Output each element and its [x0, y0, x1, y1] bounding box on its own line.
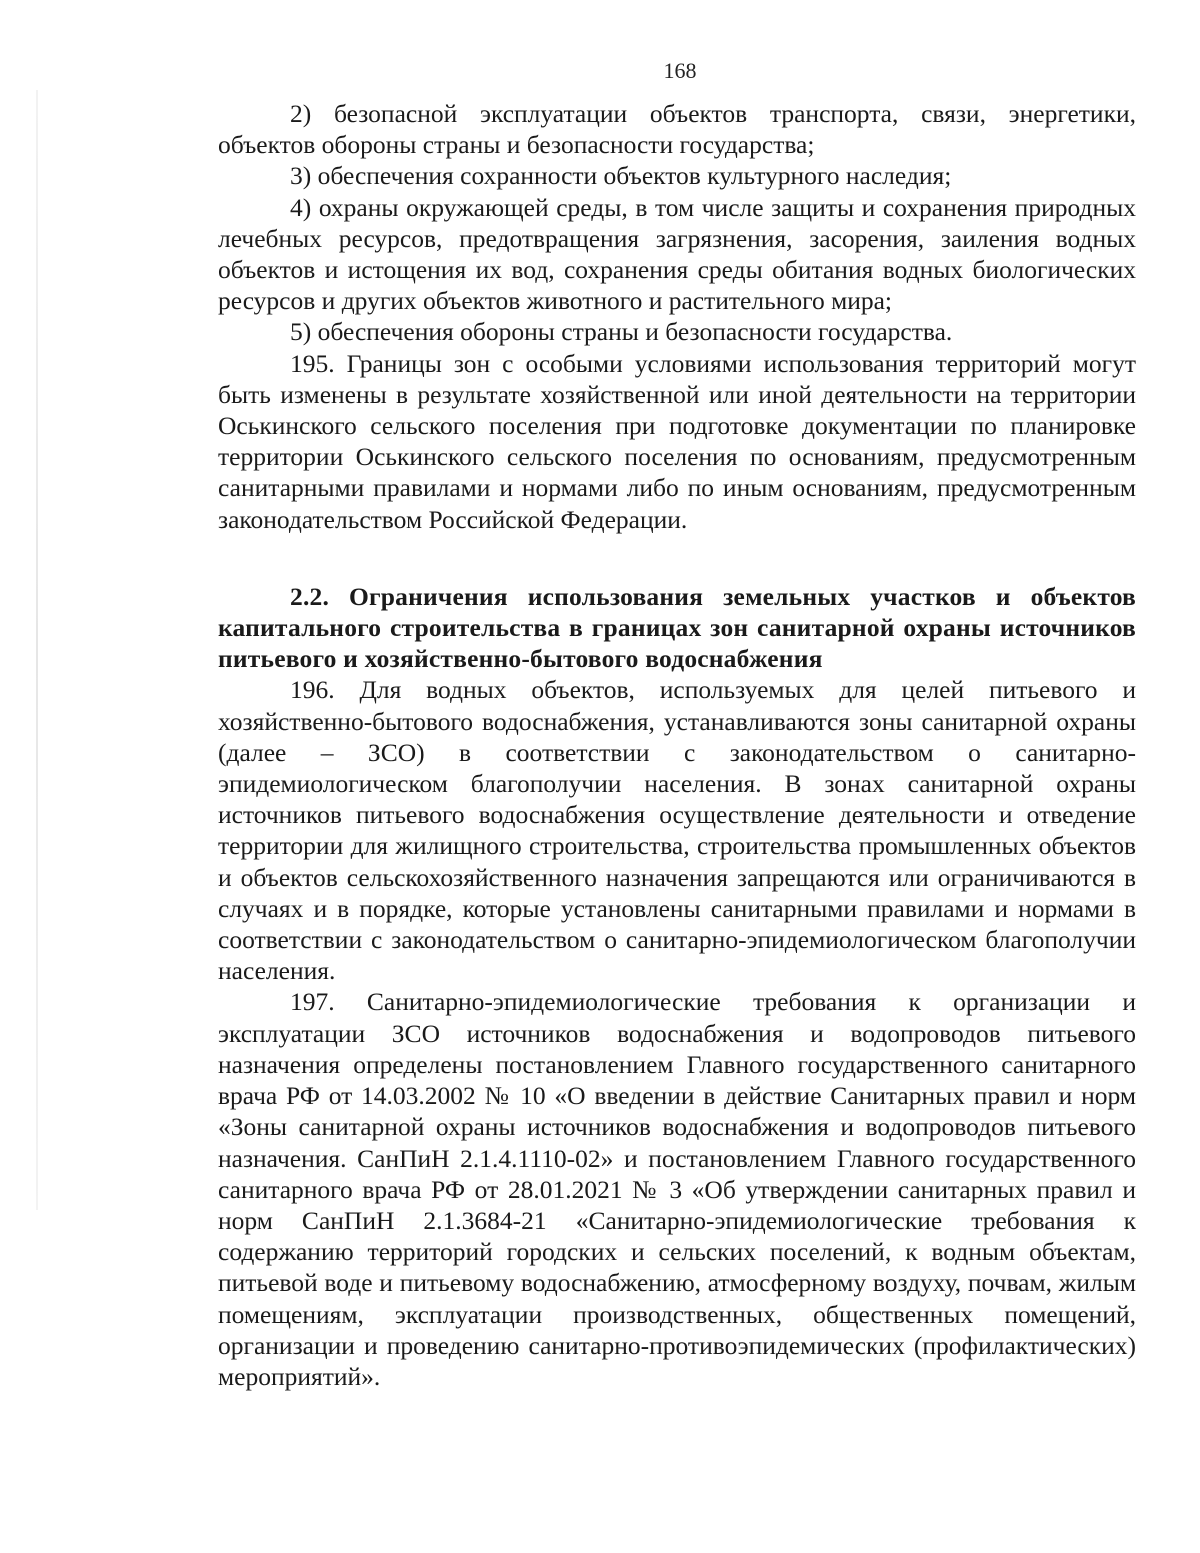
paragraph-195: 195. Границы зон с особыми условиями использования территорий могут быть изменены в результате хозяйственной или иной деятельности на территории Оськинского сельского поселения при подготовке документации по планировке территории Оськинского сельского поселения по основаниям, предусмотренным санитарными правилами и нормами либо по иным основаниям, предусмотренным законодательством Российской Федерации. — [218, 348, 1136, 534]
list-item-3: 3) обеспечения сохранности объектов культурного наследия; — [290, 161, 952, 191]
section-heading-2-2: 2.2. Ограничения использования земельных участков и объектов капитального строительства в границах зон санитарной охраны источников питьевого и хозяйственно-бытового водоснабжения — [218, 581, 1136, 674]
list-item-2: 2) безопасной эксплуатации объектов транспорта, связи, энергетики, объектов обороны страны и безопасности государства; — [218, 99, 1136, 160]
paragraph-196: 196. Для водных объектов, используемых для целей питьевого и хозяйственно-бытового водоснабжения, устанавливаются зоны санитарной охраны (далее – ЗСО) в соответствии с законодательством о санитарно-эпидемиологическом благополучии населения. В зонах санитарной охраны источников питьевого водоснабжения осуществление деятельности и отведение территории для жилищного строительства, строительства промышленных объектов и объектов сельскохозяйственного назначения запрещаются или ограничиваются в случаях и в порядке, которые установлены санитарными правилами и нормами в соответствии с законодательством о санитарно-эпидемиологическом благополучии населения. — [218, 675, 1136, 986]
paragraph-197: 197. Санитарно-эпидемиологические требования к организации и эксплуатации ЗСО источников водоснабжения и водопроводов питьевого назначения определены постановлением Главного государственного санитарного врача РФ от 14.03.2002 № 10 «О введении в действие Санитарных правил и норм «Зоны санитарной охраны источников водоснабжения и водопроводов питьевого назначения. СанПиН 2.1.4.1110-02» и постановлением Главного государственного санитарного врача РФ от 28.01.2021 № 3 «Об утверждении санитарных правил и норм СанПиН 2.1.3684-21 «Санитарно-эпидемиологические требования к содержанию территорий городских и сельских поселений, к водным объектам, питьевой воде и питьевому водоснабжению, атмосферному воздуху, почвам, жилым помещениям, эксплуатации производственных, общественных помещений, организации и проведению санитарно-противоэпидемических (профилактических) мероприятий». — [218, 987, 1136, 1391]
list-item-4: 4) охраны окружающей среды, в том числе защиты и сохранения природных лечебных ресурсов, предотвращения загрязнения, засорения, заиления водных объектов и истощения их вод, сохранения среды обитания водных биологических ресурсов и других объектов животного и растительного мира; — [218, 192, 1136, 316]
list-item-5: 5) обеспечения обороны страны и безопасности государства. — [290, 317, 953, 347]
document-body — [218, 98, 1136, 1392]
page-number: 168 — [663, 58, 697, 83]
scan-margin-shadow — [36, 90, 38, 1210]
section-gap — [218, 535, 1136, 581]
